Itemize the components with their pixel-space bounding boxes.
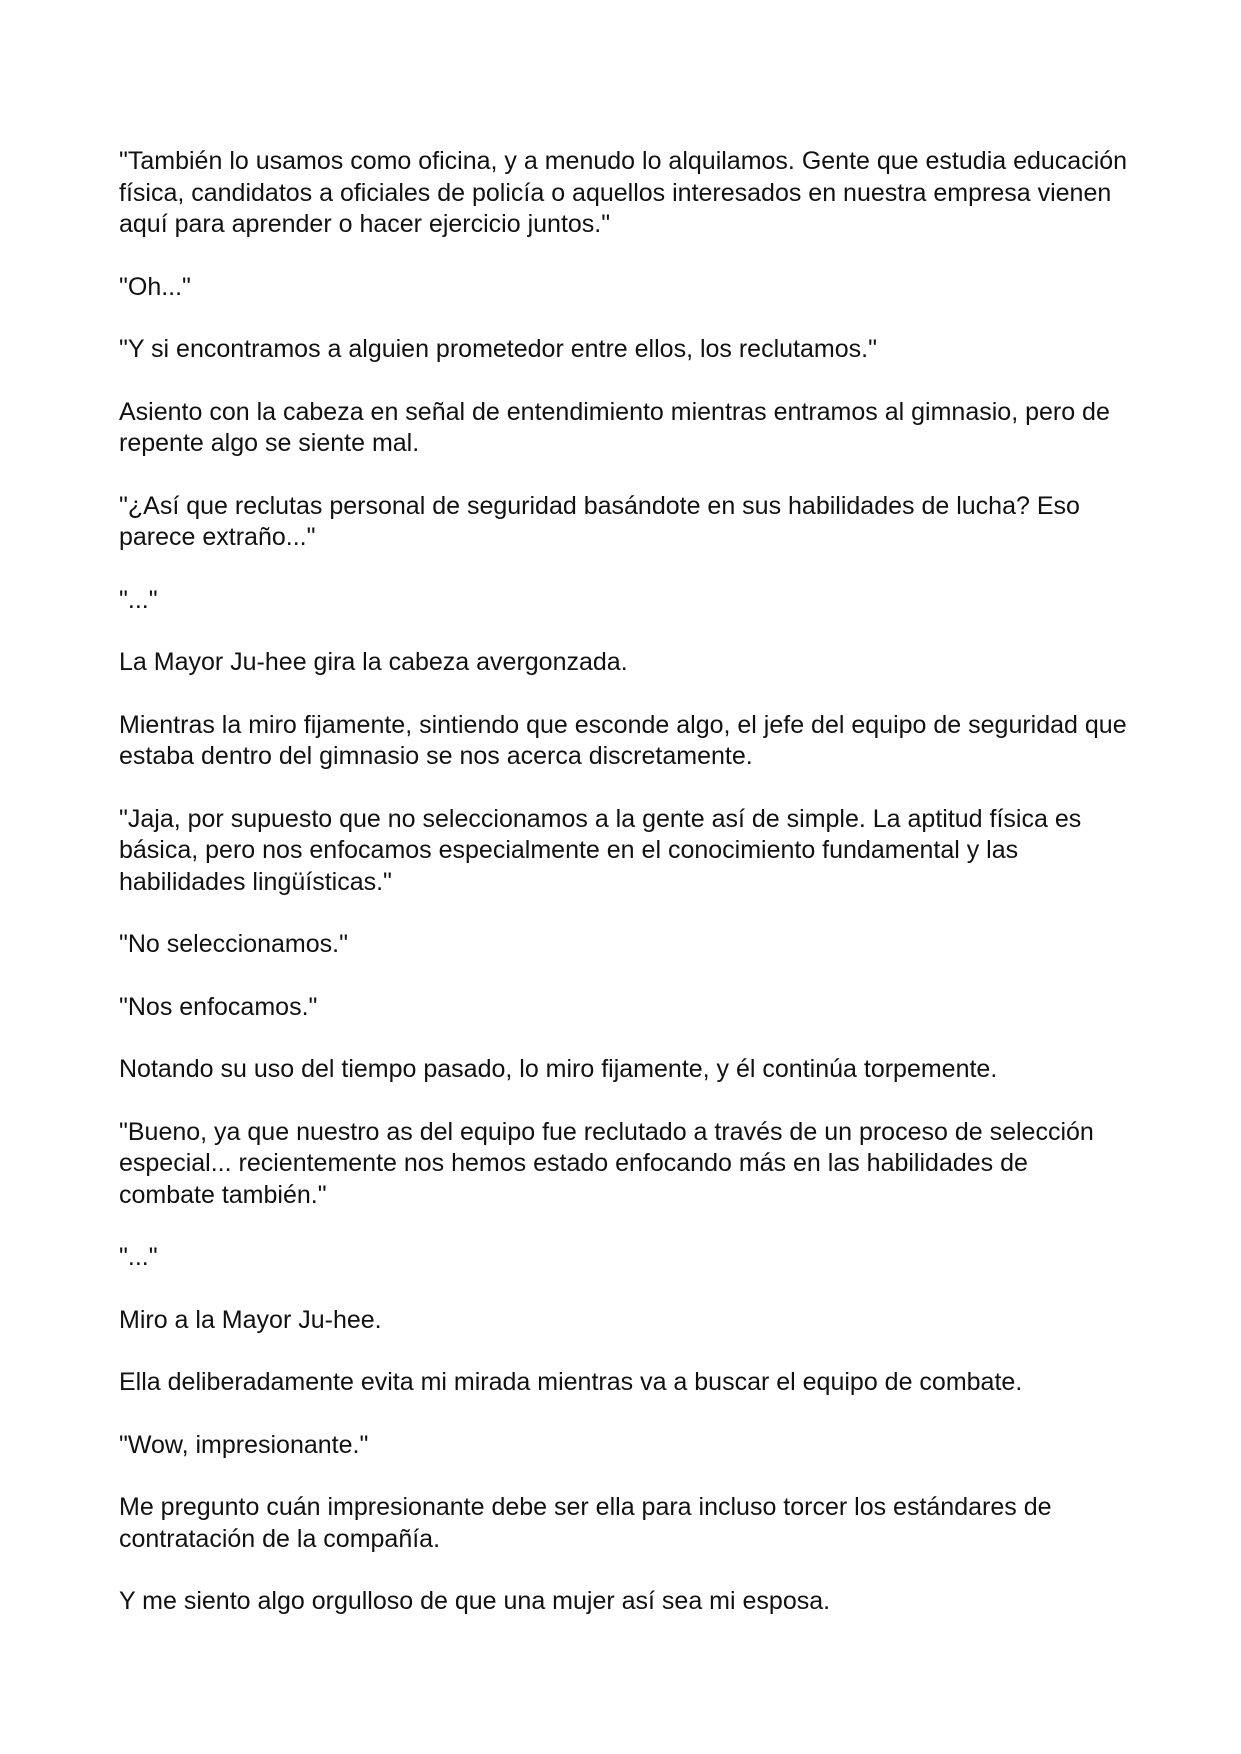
paragraph-18: Me pregunto cuán impresionante debe ser ella para incluso torcer los estándares de contratación de la compañía. — [119, 1493, 1052, 1553]
paragraph-13: "Bueno, ya que nuestro as del equipo fue reclutado a través de un proceso de selección especial... recientemente nos hemos estado enfocando más en las habilidades de combate también." — [119, 1117, 1094, 1209]
paragraph-3: "Y si encontramos a alguien prometedor entre ellos, los reclutamos." — [119, 335, 877, 363]
paragraph-12: Notando su uso del tiempo pasado, lo miro fijamente, y él continúa torpemente. — [119, 1055, 998, 1083]
paragraph-1: "También lo usamos como oficina, y a menudo lo alquilamos. Gente que estudia educación física, candidatos a oficiales de policía o aquellos interesados en nuestra empresa vienen aquí para aprender o hacer ejercicio juntos." — [119, 147, 1128, 238]
paragraph-2: "Oh..." — [119, 272, 191, 301]
paragraph-5: "¿Así que reclutas personal de seguridad basándote en sus habilidades de lucha? Eso parece extraño..." — [119, 491, 1080, 551]
paragraph-9: "Jaja, por supuesto que no seleccionamos a la gente así de simple. La aptitud física es básica, pero nos enfocamos especialmente en el conocimiento fundamental y las habilidades lingüísticas." — [119, 804, 1082, 896]
paragraph-7: La Mayor Ju-hee gira la cabeza avergonzada. — [119, 648, 628, 676]
paragraph-10: "No seleccionamos." — [119, 930, 348, 958]
paragraph-16: Ella deliberadamente evita mi mirada mientras va a buscar el equipo de combate. — [119, 1368, 1023, 1396]
paragraph-8: Mientras la miro fijamente, sintiendo que esconde algo, el jefe del equipo de seguridad que estaba dentro del gimnasio se nos acerca discretamente. — [119, 710, 1127, 770]
paragraph-11: "Nos enfocamos." — [119, 992, 318, 1021]
paragraph-6: "..." — [119, 585, 158, 614]
paragraph-14: "..." — [119, 1243, 158, 1271]
document-body — [119, 146, 1129, 1649]
paragraph-17: "Wow, impresionante." — [119, 1430, 369, 1459]
paragraph-19: Y me siento algo orgulloso de que una mujer así sea mi esposa. — [119, 1587, 831, 1615]
paragraph-15: Miro a la Mayor Ju-hee. — [119, 1305, 382, 1334]
paragraph-4: Asiento con la cabeza en señal de entendimiento mientras entramos al gimnasio, pero de repente algo se siente mal. — [119, 397, 1110, 457]
